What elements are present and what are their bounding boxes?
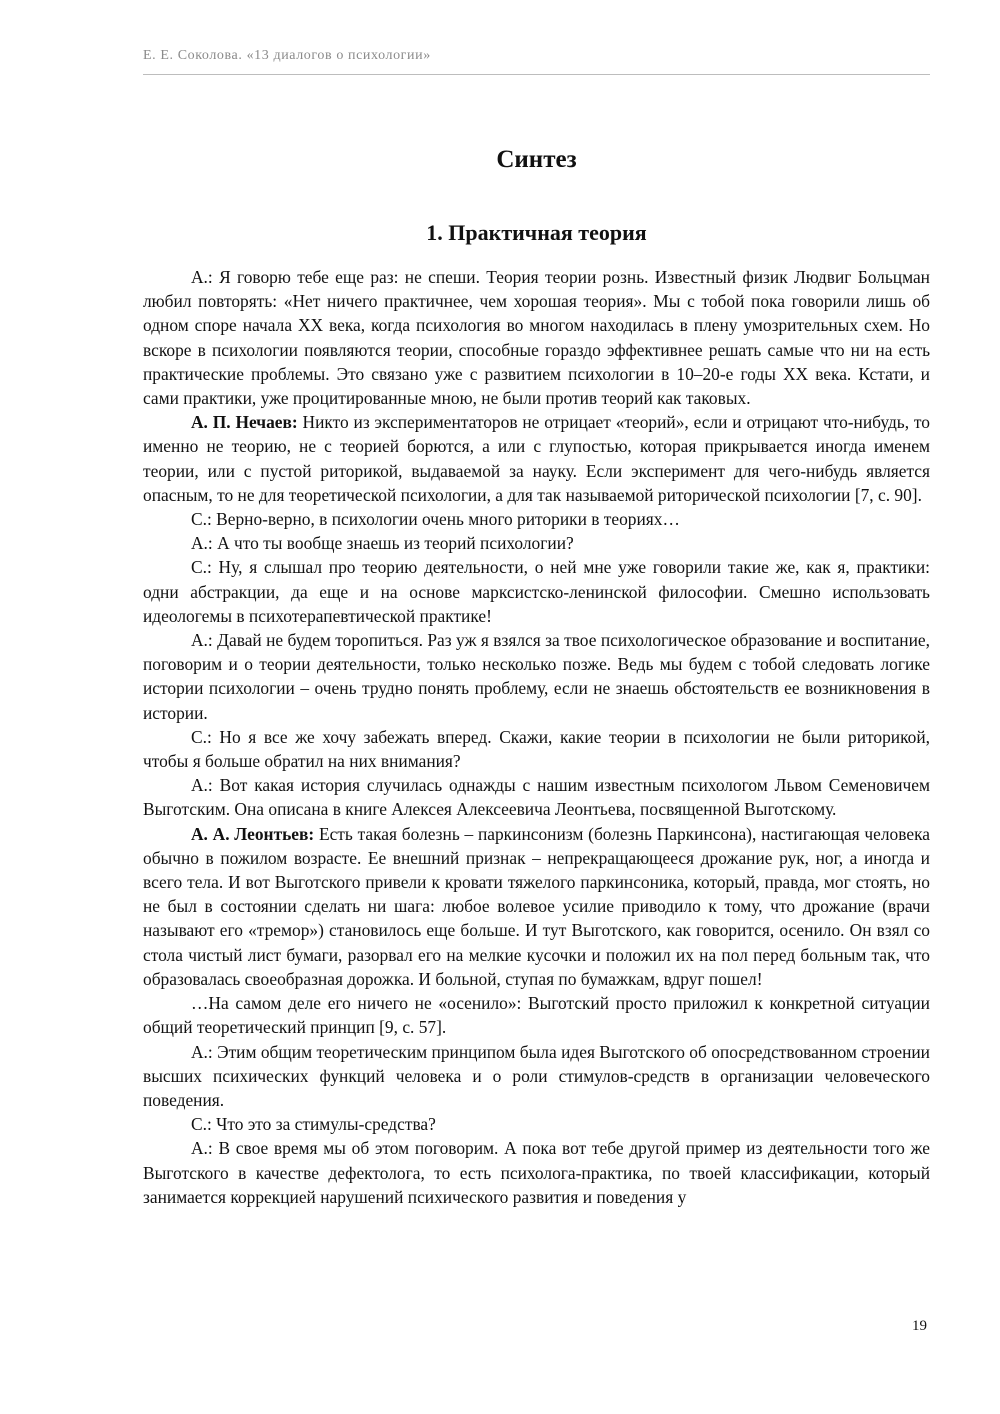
- paragraph: [143, 773, 930, 821]
- paragraph-text: С.: Ну, я слышал про теорию деятельности, о ней мне уже говорили такие же, как я, практики: одни абстракции, да еще и на основе марксистско-ленинской философии. Смешно использовать идеологемы в психотерапевтической практике!: [143, 557, 930, 626]
- paragraph: [143, 507, 930, 531]
- section-title: 1. Практичная теория: [426, 220, 647, 245]
- paragraph: [143, 555, 930, 628]
- speaker-label: А. А. Леонтьев:: [191, 823, 315, 844]
- paragraph-text: С.: Верно-верно, в психологии очень много риторики в теориях…: [191, 509, 680, 530]
- page-number: 19: [912, 1318, 927, 1334]
- paragraph-text: А.: В свое время мы об этом поговорим. А пока вот тебе другой пример из деятельности того же Выготского в качестве дефектолога, то есть психолога-практика, по твоей классификации, который занимается коррекцией нарушений психического развития и поведения у: [143, 1138, 930, 1207]
- paragraph: [143, 265, 930, 410]
- paragraph-text: Есть такая болезнь – паркинсонизм (болезнь Паркинсона), настигающая человека обычно в пожилом возрасте. Ее внешний признак – непрекращающееся дрожание рук, ног, а иногда и всего тела. И вот Выготского привели к кровати тяжелого паркинсоника, который, правда, мог стоять, но не был в состоянии сделать ни шага: любое волевое усилие приводило к тому, что дрожание (врачи называют его «тремор») становилось еще больше. И тут Выготского, как говорится, осенило. Он взял со стола чистый лист бумаги, разорвал его на мелкие кусочки и положил их на пол перед больным так, что образовалась своеобразная дорожка. И больной, ступая по бумажкам, вдруг пошел!: [143, 823, 930, 989]
- paragraph: [143, 725, 930, 773]
- paragraph: [143, 628, 930, 725]
- paragraph: [143, 991, 930, 1039]
- paragraph-text: А.: Этим общим теоретическим принципом была идея Выготского об опосредствованном строении высших психических функций человека и о роли стимулов-средств в организации человеческого поведения.: [143, 1041, 930, 1110]
- paragraph-text: С.: Что это за стимулы-средства?: [191, 1114, 436, 1135]
- running-head: Е. Е. Соколова. «13 диалогов о психологии»: [143, 48, 930, 75]
- paragraph: [143, 531, 930, 555]
- paragraph: [143, 822, 930, 991]
- paragraph-text: Никто из экспериментаторов не отрицает «теорий», если и отрицают что-нибудь, то именно не теорию, не с теорией борются, а или с глупостью, которая прикрывается иногда именем теории, или с пустой риторикой, выдаваемой за науку. Если эксперимент для чего-нибудь является опасным, то не для теоретической психологии, а для так называемой риторической психологии [7, с. 90].: [143, 412, 930, 505]
- paragraph: [143, 410, 930, 507]
- chapter-title: Синтез: [496, 146, 577, 173]
- paragraph: [143, 1112, 930, 1136]
- paragraph-text: А.: Я говорю тебе еще раз: не спеши. Теория теории рознь. Известный физик Людвиг Больцман любил повторять: «Нет ничего практичнее, чем хорошая теория». Мы с тобой пока говорили лишь об одном споре начала XX века, когда психология во многом находилась в плену умозрительных схем. Но вскоре в психологии появляются теории, способные гораздо эффективнее решать самые что ни на есть практические проблемы. Это связано уже с развитием психологии в 10–20-е годы XX века. Кстати, и сами практики, уже процитированные мною, не были против теорий как таковых.: [143, 267, 930, 409]
- paragraph: [143, 1136, 930, 1209]
- paragraph-text: …На самом деле его ничего не «осенило»: Выготский просто приложил к конкретной ситуации общий теоретический принцип [9, с. 57].: [143, 993, 930, 1038]
- paragraph-text: А.: Давай не будем торопиться. Раз уж я взялся за твое психологическое образование и воспитание, поговорим и о теории деятельности, только несколько позже. Ведь мы будем с тобой следовать логике истории психологии – очень трудно понять проблему, если не знаешь обстоятельств ее возникновения в истории.: [143, 630, 930, 723]
- paragraph-text: А.: Вот какая история случилась однажды с нашим известным психологом Львом Семеновичем Выготским. Она описана в книге Алексея Алексеевича Леонтьева, посвященной Выготскому.: [143, 775, 930, 820]
- body-text: [143, 265, 930, 1209]
- paragraph-text: А.: А что ты вообще знаешь из теорий психологии?: [191, 533, 574, 554]
- paragraph-text: С.: Но я все же хочу забежать вперед. Скажи, какие теории в психологии не были риторикой, чтобы я больше обратил на них внимания?: [143, 726, 930, 772]
- paragraph: [143, 1040, 930, 1113]
- speaker-label: А. П. Нечаев:: [191, 412, 298, 433]
